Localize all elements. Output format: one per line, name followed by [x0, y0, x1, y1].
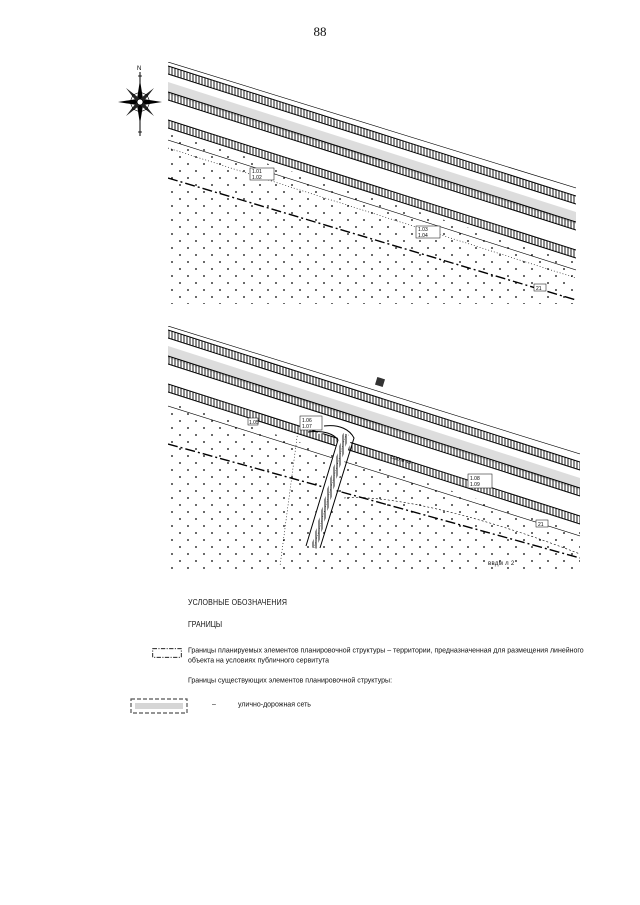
map2-label-c: 1.07 [302, 424, 312, 430]
map2-label-b: 1.06 [302, 418, 312, 424]
map1-label-c: 1.03 [418, 227, 428, 233]
legend-item-dash: – [212, 701, 216, 709]
map1-label-e: 21 [536, 286, 542, 292]
road-network-symbol [130, 698, 188, 714]
map-fragment-2 [168, 326, 580, 572]
map1-label-b: 1.02 [252, 175, 262, 181]
legend-item-text-2: Границы существующих элементов планировочной структуры: [188, 677, 393, 685]
legend-item-text-1a: Границы планируемых элементов планировочной структуры – территории, предназначенная для размещения линейного [188, 647, 584, 655]
map2-label-e: 1.09 [470, 482, 480, 488]
map1-label-a: 1.01 [252, 169, 262, 175]
map-fragment-1 [168, 62, 576, 304]
legend-subtitle: ГРАНИЦЫ [188, 621, 223, 630]
page-number: 88 [313, 24, 327, 39]
map2-label-d: 1.08 [470, 476, 480, 482]
map2-label-a: 1.05 [249, 420, 259, 426]
map2-road-label: 2/20 м 49 [389, 454, 412, 467]
legend-title: УСЛОВНЫЕ ОБОЗНАЧЕНИЯ [188, 599, 288, 608]
legend-item-text-1b: объекта на условиях публичного сервитута [188, 657, 330, 665]
north-label: N [137, 66, 142, 72]
sheet-label: ввдм л 2 [488, 561, 515, 567]
dash-dot-boundary-symbol [146, 648, 188, 658]
legend-item-text-3: улично-дорожная сеть [238, 701, 311, 709]
compass-rose-icon [116, 62, 166, 140]
map2-label-f: 21 [538, 522, 544, 528]
map1-label-d: 1.04 [418, 233, 428, 239]
